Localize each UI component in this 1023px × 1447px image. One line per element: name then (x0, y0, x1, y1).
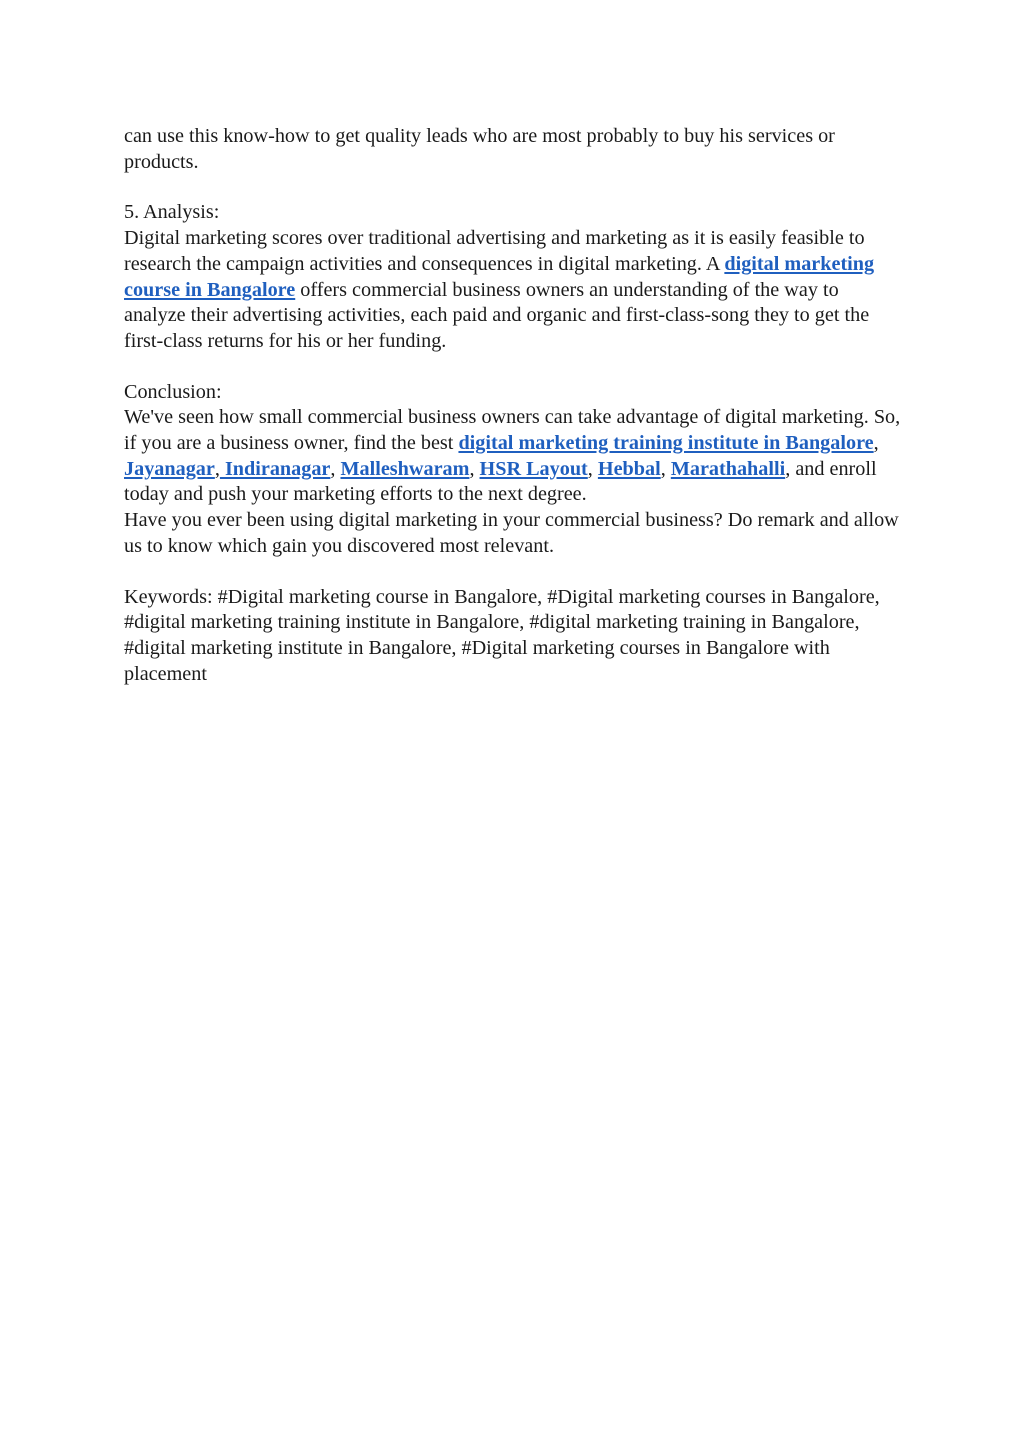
question-paragraph: Have you ever been using digital marketing in your commercial business? Do remark and allow us to know which gain you discovered most relevant. (124, 509, 899, 557)
separator: , (214, 457, 220, 480)
malleshwaram-link[interactable]: Malleshwaram (340, 457, 470, 480)
intro-paragraph: can use this know-how to get quality leads who are most probably to buy his services or products. (124, 125, 835, 173)
analysis-text-2: offers commercial business owners an understanding of the way to analyze their advertising activities, each paid and organic and first-class-song they to get the first-class returns for his or her funding. (124, 278, 870, 352)
separator: , (330, 457, 341, 480)
conclusion-text-1: We've seen how small commercial business owners can take advantage of digital marketing. So, if you are a business owner, find the best (124, 406, 901, 455)
conclusion-paragraph (124, 405, 904, 508)
conclusion-text-2: , and enroll today and push your marketing efforts to the next degree. (124, 457, 877, 506)
analysis-heading: 5. Analysis: (124, 201, 220, 224)
analysis-paragraph (124, 226, 904, 355)
marathahalli-link[interactable]: Marathahalli (670, 457, 786, 480)
separator: , (587, 457, 598, 480)
keywords-paragraph: Keywords: #Digital marketing course in Bangalore, #Digital marketing courses in Bangalore, #digital marketing training institute in Bangalore, #digital marketing training in Bangalore, #digital marketing institute in Bangalore, #Digital marketing courses in Bangalore with placement (124, 585, 880, 685)
hsr-layout-link[interactable]: HSR Layout (479, 457, 588, 480)
analysis-text-1: Digital marketing scores over traditional advertising and marketing as it is easily feasible to research the campaign activities and consequences in digital marketing. A (124, 227, 865, 275)
indiranagar-link[interactable]: Indiranagar (219, 457, 331, 480)
separator: , (469, 457, 480, 480)
jayanagar-link[interactable]: Jayanagar (124, 457, 215, 480)
separator: , (660, 457, 671, 480)
document-body (124, 124, 904, 687)
hebbal-link[interactable]: Hebbal (597, 457, 661, 480)
conclusion-heading: Conclusion: (124, 380, 222, 403)
digital-marketing-course-link[interactable]: digital marketing course in Bangalore (124, 252, 875, 301)
training-institute-link[interactable]: digital marketing training institute in Bangalore (458, 432, 874, 455)
separator: , (873, 432, 879, 455)
